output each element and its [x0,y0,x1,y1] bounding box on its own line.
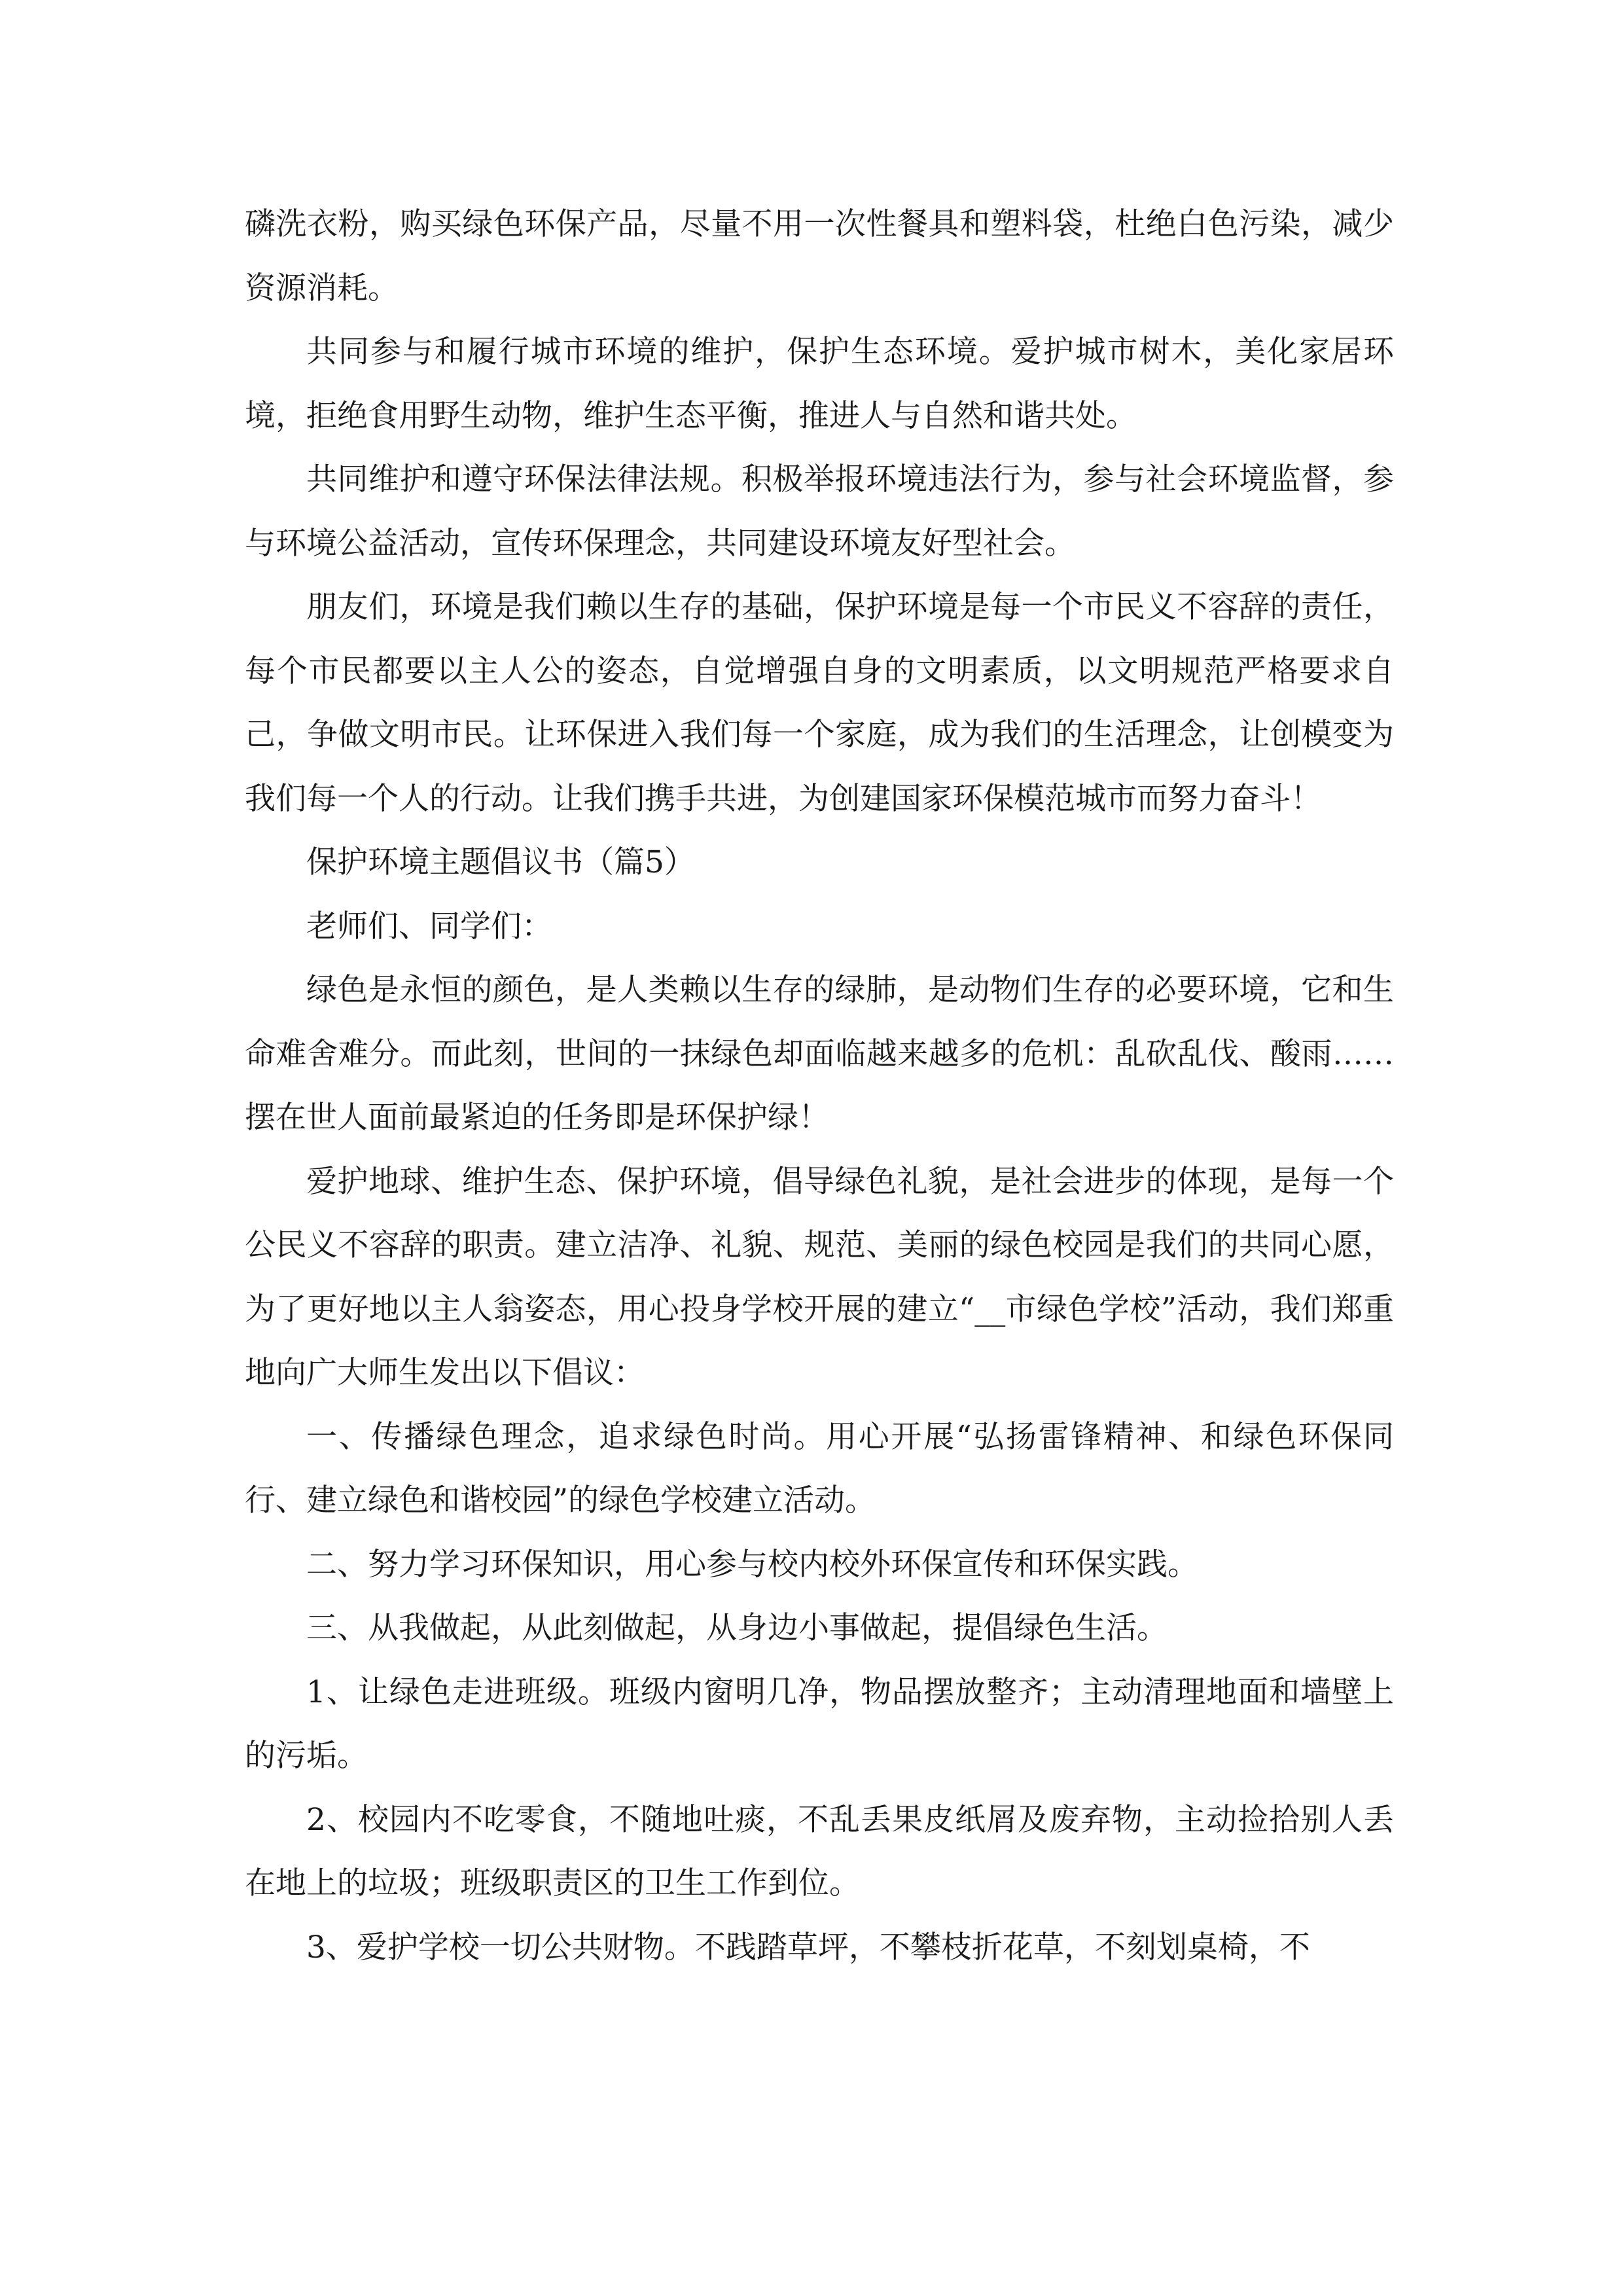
paragraph-continuation: 磷洗衣粉，购买绿色环保产品，尽量不用一次性餐具和塑料袋，杜绝白色污染，减少资源消耗。 [245,206,1394,306]
list-item: 3、爱护学校一切公共财物。不践踏草坪，不攀枝折花草，不刻划桌椅，不 [306,1929,1310,1965]
list-item: 三、从我做起，从此刻做起，从身边小事做起，提倡绿色生活。 [306,1610,1168,1646]
paragraph: 绿色是永恒的颜色，是人类赖以生存的绿肺，是动物们生存的必要环境，它和生命难舍难分。而此刻，世间的一抹绿色却面临越来越多的危机：乱砍乱伐、酸雨……摆在世人面前最紧迫的任务即是环保护绿！ [245,972,1394,1136]
list-item: 1、让绿色走进班级。班级内窗明几净，物品摆放整齐；主动清理地面和墙壁上的污垢。 [245,1674,1394,1774]
paragraph: 爱护地球、维护生态、保护环境，倡导绿色礼貌，是社会进步的体现，是每一个公民义不容辞的职责。建立洁净、礼貌、规范、美丽的绿色校园是我们的共同心愿，为了更好地以主人翁姿态，用心投身学校开展的建立“__市绿色学校”活动，我们郑重地向广大师生发出以下倡议： [245,1163,1394,1391]
paragraph: 共同维护和遵守环保法律法规。积极举报环境违法行为，参与社会环境监督，参与环境公益活动，宣传环保理念，共同建设环境友好型社会。 [245,461,1394,562]
document-body [245,192,1394,1979]
paragraph: 朋友们，环境是我们赖以生存的基础，保护环境是每一个市民义不容辞的责任，每个市民都要以主人公的姿态，自觉增强自身的文明素质，以文明规范严格要求自己，争做文明市民。让环保进入我们每一个家庭，成为我们的生活理念，让创模变为我们每一个人的行动。让我们携手共进，为创建国家环保模范城市而努力奋斗！ [245,589,1394,817]
list-item: 2、校园内不吃零食，不随地吐痰，不乱丢果皮纸屑及废弃物，主动捡拾别人丢在地上的垃圾；班级职责区的卫生工作到位。 [245,1801,1394,1901]
section-heading: 保护环境主题倡议书（篇5） [306,844,695,880]
list-item: 一、传播绿色理念，追求绿色时尚。用心开展“弘扬雷锋精神、和绿色环保同行、建立绿色和谐校园”的绿色学校建立活动。 [245,1418,1394,1518]
list-item: 二、努力学习环保知识，用心参与校内校外环保宣传和环保实践。 [306,1546,1198,1583]
salutation: 老师们、同学们： [306,908,552,944]
paragraph: 共同参与和履行城市环境的维护，保护生态环境。爱护城市树木，美化家居环境，拒绝食用野生动物，维护生态平衡，推进人与自然和谐共处。 [245,334,1394,434]
